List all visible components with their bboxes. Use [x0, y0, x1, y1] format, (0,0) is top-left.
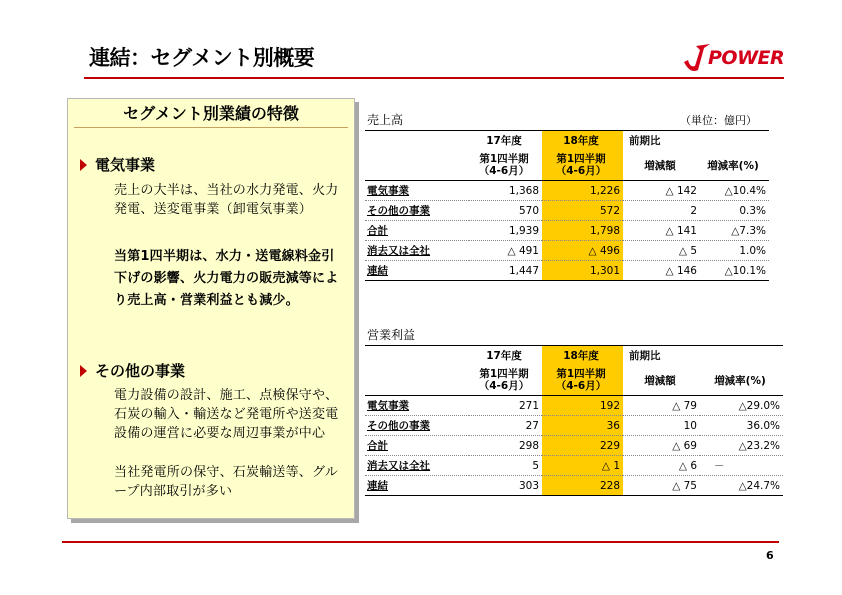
table-row: 消去又は全社 △ 491 △ 496 △ 5 1.0% — [365, 241, 769, 261]
hdr-y18: 18年度 — [542, 346, 623, 366]
hdr-y17: 17年度 — [469, 131, 542, 151]
hdr-q17: 第1四半期 （4-6月） — [469, 365, 542, 396]
table-row: 合計 298 229 △ 69 △23.2% — [365, 436, 783, 456]
section-electric-para-2: 当第1四半期は、水力・送電線料金引下げの影響、火力電力の販売減等により売上高・営業利益とも減少。 — [114, 249, 339, 308]
section-electric-para-1: 売上の大半は、当社の水力発電、火力発電、送変電事業（卸電気事業） — [114, 183, 339, 217]
hdr-q18: 第1四半期 （4-6月） — [542, 365, 623, 396]
section-electric-label: 電気事業 — [95, 156, 156, 174]
hdr-y18: 18年度 — [542, 131, 623, 151]
page-number: 6 — [766, 549, 774, 562]
profit-table — [365, 345, 783, 496]
hdr-prev: 前期比 — [623, 131, 769, 151]
bullet-triangle-icon — [80, 365, 87, 377]
section-electric-head — [80, 154, 155, 175]
hdr-rate: 増減率(%) — [700, 150, 769, 181]
hdr-q17: 第1四半期 （4-6月） — [469, 150, 542, 181]
segment-features-panel — [67, 98, 355, 519]
panel-heading: セグメント別業績の特徴 — [123, 104, 299, 123]
bullet-triangle-icon — [80, 159, 87, 171]
section-other-para-1: 電力設備の設計、施工、点検保守や、石炭の輸入・輸送など発電所や送変電設備の運営に必要な周辺事業が中心 — [114, 388, 339, 441]
section-other-label: その他の事業 — [95, 362, 186, 380]
hdr-y17: 17年度 — [469, 346, 542, 366]
j-power-logo-mark-icon — [680, 42, 710, 76]
table-row: 連結 303 228 △ 75 △24.7% — [365, 476, 783, 496]
hdr-diff: 増減額 — [623, 150, 700, 181]
hdr-prev: 前期比 — [623, 346, 783, 366]
table-row: その他の事業 27 36 10 36.0% — [365, 416, 783, 436]
page-title: 連結：セグメント別概要 — [89, 46, 315, 70]
panel-divider — [74, 127, 348, 128]
profit-table-title: 営業利益 — [367, 328, 416, 342]
section-other-para-2: 当社発電所の保守、石炭輸送等、グループ内部取引が多い — [114, 465, 339, 499]
sales-table — [365, 130, 769, 281]
hdr-diff: 増減額 — [623, 365, 700, 396]
title-divider — [84, 77, 784, 79]
hdr-rate: 増減率(%) — [700, 365, 783, 396]
j-power-logo-text: POWER — [708, 47, 785, 69]
table-row: 合計 1,939 1,798 △ 141 △7.3% — [365, 221, 769, 241]
section-other-head — [80, 360, 185, 381]
sales-table-title: 売上高 — [367, 113, 404, 127]
table-row: 電気事業 1,368 1,226 △ 142 △10.4% — [365, 181, 769, 201]
unit-label: （単位：億円） — [680, 114, 757, 127]
table-row: 消去又は全社 5 △ 1 △ 6 － — [365, 456, 783, 476]
footer-divider — [62, 541, 779, 543]
table-row: 連結 1,447 1,301 △ 146 △10.1% — [365, 261, 769, 281]
table-row: その他の事業 570 572 2 0.3% — [365, 201, 769, 221]
table-row: 電気事業 271 192 △ 79 △29.0% — [365, 396, 783, 416]
hdr-q18: 第1四半期 （4-6月） — [542, 150, 623, 181]
